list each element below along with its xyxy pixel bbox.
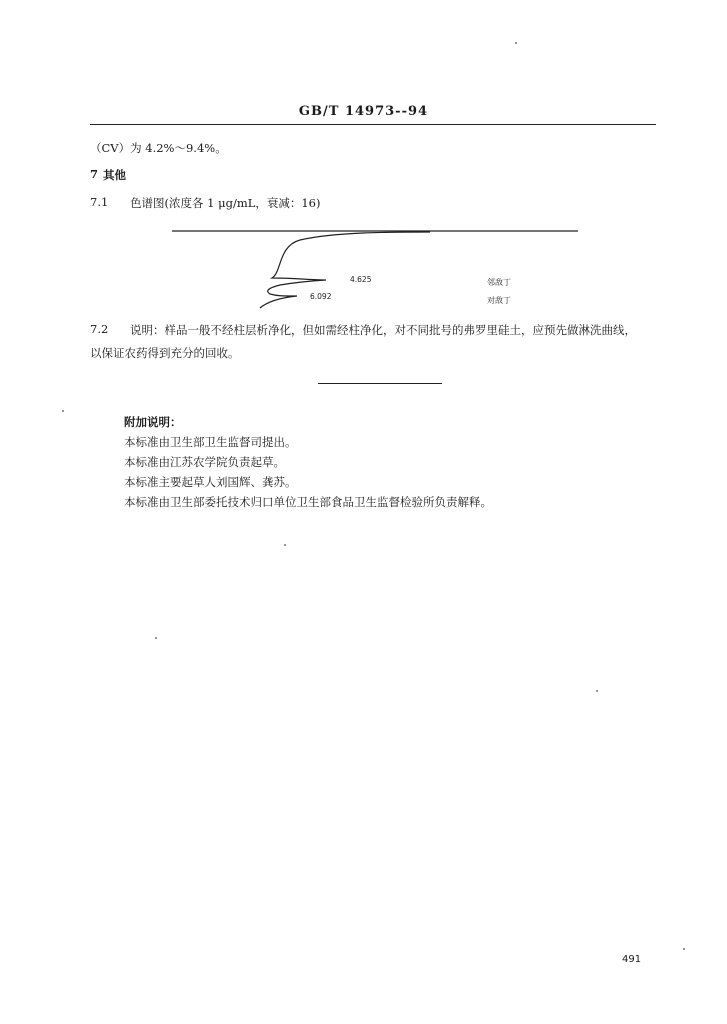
section-7-title: 其他 <box>103 168 126 182</box>
additional-note-line: 本标准由卫生部卫生监督司提出。 <box>124 435 297 449</box>
scan-speck <box>515 42 517 44</box>
section-7-number: 7 <box>90 167 99 181</box>
section-7-1-number: 7.1 <box>90 195 109 209</box>
additional-note-line: 本标准主要起草人刘国辉、龚苏。 <box>124 475 297 489</box>
scan-speck <box>596 690 598 692</box>
section-7-1-text: 色谱图(浓度各 1 μg/mL，衰减：16) <box>130 196 321 210</box>
section-7-2-line-2: 以保证农药得到充分的回收。 <box>90 346 240 360</box>
peak-1-retention-time: 4.625 <box>350 275 372 284</box>
additional-note-line: 本标准由卫生部委托技术归口单位卫生部食品卫生监督检验所负责解释。 <box>124 495 492 509</box>
chromatogram-figure <box>160 224 590 314</box>
section-7-2-line-1: 说明：样品一般不经柱层析净化，但如需经柱净化，对不同批号的弗罗里硅土，应预先做淋洗曲线， <box>130 323 636 337</box>
chromatogram-trace <box>260 232 430 308</box>
peak-2-compound-label: 对敌丁 <box>487 296 511 305</box>
scan-speck <box>284 544 286 546</box>
end-separator-rule <box>318 383 442 384</box>
scan-speck <box>62 410 64 412</box>
header-rule <box>90 124 656 125</box>
additional-note-line: 本标准由江苏农学院负责起草。 <box>124 455 285 469</box>
cv-range-text: （CV）为 4.2%～9.4%。 <box>90 141 227 155</box>
scan-speck <box>683 948 685 950</box>
peak-2-retention-time: 6.092 <box>310 292 332 301</box>
peak-1-compound-label: 邻敌丁 <box>487 278 511 287</box>
additional-notes-title: 附加说明： <box>124 415 182 429</box>
section-7-2-number: 7.2 <box>90 322 109 336</box>
page-number: 491 <box>622 954 642 965</box>
scan-speck <box>155 637 157 639</box>
document-header: GB/T 14973--94 <box>298 104 429 119</box>
